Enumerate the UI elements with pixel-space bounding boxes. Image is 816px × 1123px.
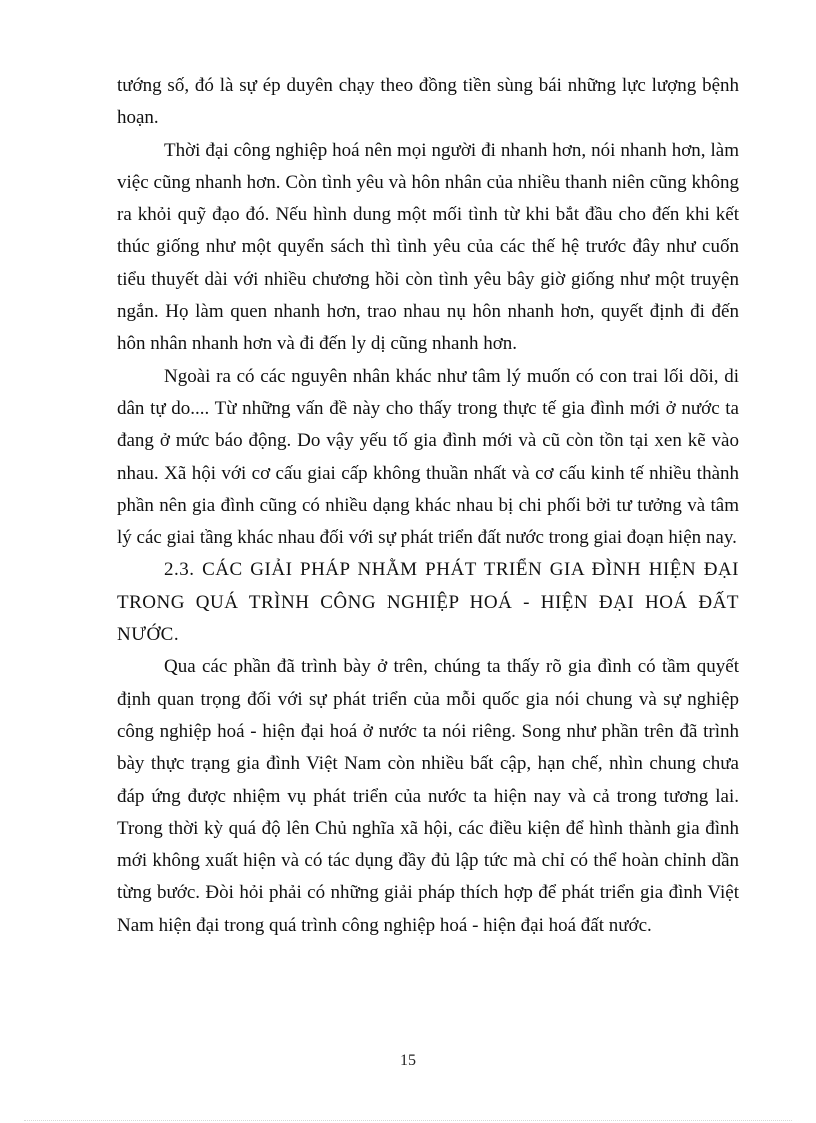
paragraph-continuation: tướng số, đó là sự ép duyên chạy theo đồng tiền sùng bái những lực lượng bệnh hoạn. xyxy=(117,75,739,129)
section-heading: 2.3. CÁC GIẢI PHÁP NHẰM PHÁT TRIỂN GIA ĐÌNH HIỆN ĐẠI TRONG QUÁ TRÌNH CÔNG NGHIỆP HOÁ - HIỆN ĐẠI HOÁ ĐẤT NƯỚC. xyxy=(117,559,739,646)
page-bottom-divider xyxy=(24,1120,792,1121)
page-body xyxy=(117,70,739,942)
paragraph-other-causes: Ngoài ra có các nguyên nhân khác như tâm lý muốn có con trai lối dõi, di dân tự do.... Từ những vấn đề này cho thấy trong thực tế gia đình mới ở nước ta đang ở mức báo động. Do vậy yếu tố gia đình mới và cũ còn tồn tại xen kẽ vào nhau. Xã hội với cơ cấu giai cấp không thuần nhất và cơ cấu kinh tế nhiều thành phần nên gia đình cũng có nhiều dạng khác nhau bị chi phối bởi tư tưởng và tâm lý các giai tầng khác nhau đối với sự phát triển đất nước trong giai đoạn hiện nay. xyxy=(117,365,739,549)
page-number: 15 xyxy=(400,1052,416,1069)
paragraph-industrialization-love: Thời đại công nghiệp hoá nên mọi người đi nhanh hơn, nói nhanh hơn, làm việc cũng nhanh hơn. Còn tình yêu và hôn nhân của nhiều thanh niên cũng không ra khỏi quỹ đạo đó. Nếu hình dung một mối tình từ khi bắt đầu cho đến khi kết thúc giống như một quyển sách thì tình yêu của các thế hệ trước đây như cuốn tiểu thuyết dài với nhiều chương hồi còn tình yêu bây giờ giống như một truyện ngắn. Họ làm quen nhanh hơn, trao nhau nụ hôn nhanh hơn, quyết định đi đến hôn nhân nhanh hơn và đi đến ly dị cũng nhanh hơn. xyxy=(117,139,739,355)
paragraph-solutions-intro: Qua các phần đã trình bày ở trên, chúng ta thấy rõ gia đình có tầm quyết định quan trọng đối với sự phát triển của mỗi quốc gia nói chung và sự nghiệp công nghiệp hoá - hiện đại hoá ở nước ta nói riêng. Song như phần trên đã trình bày thực trạng gia đình Việt Nam còn nhiều bất cập, hạn chế, nhìn chung chưa đáp ứng được nhiệm vụ phát triển của nước ta hiện nay và cả trong tương lai. Trong thời kỳ quá độ lên Chủ nghĩa xã hội, các điều kiện để hình thành gia đình mới không xuất hiện và có tác dụng đầy đủ lập tức mà chỉ có thể hoàn chỉnh dần từng bước. Đòi hỏi phải có những giải pháp thích hợp để phát triển gia đình Việt Nam hiện đại trong quá trình công nghiệp hoá - hiện đại hoá đất nước. xyxy=(117,656,739,936)
